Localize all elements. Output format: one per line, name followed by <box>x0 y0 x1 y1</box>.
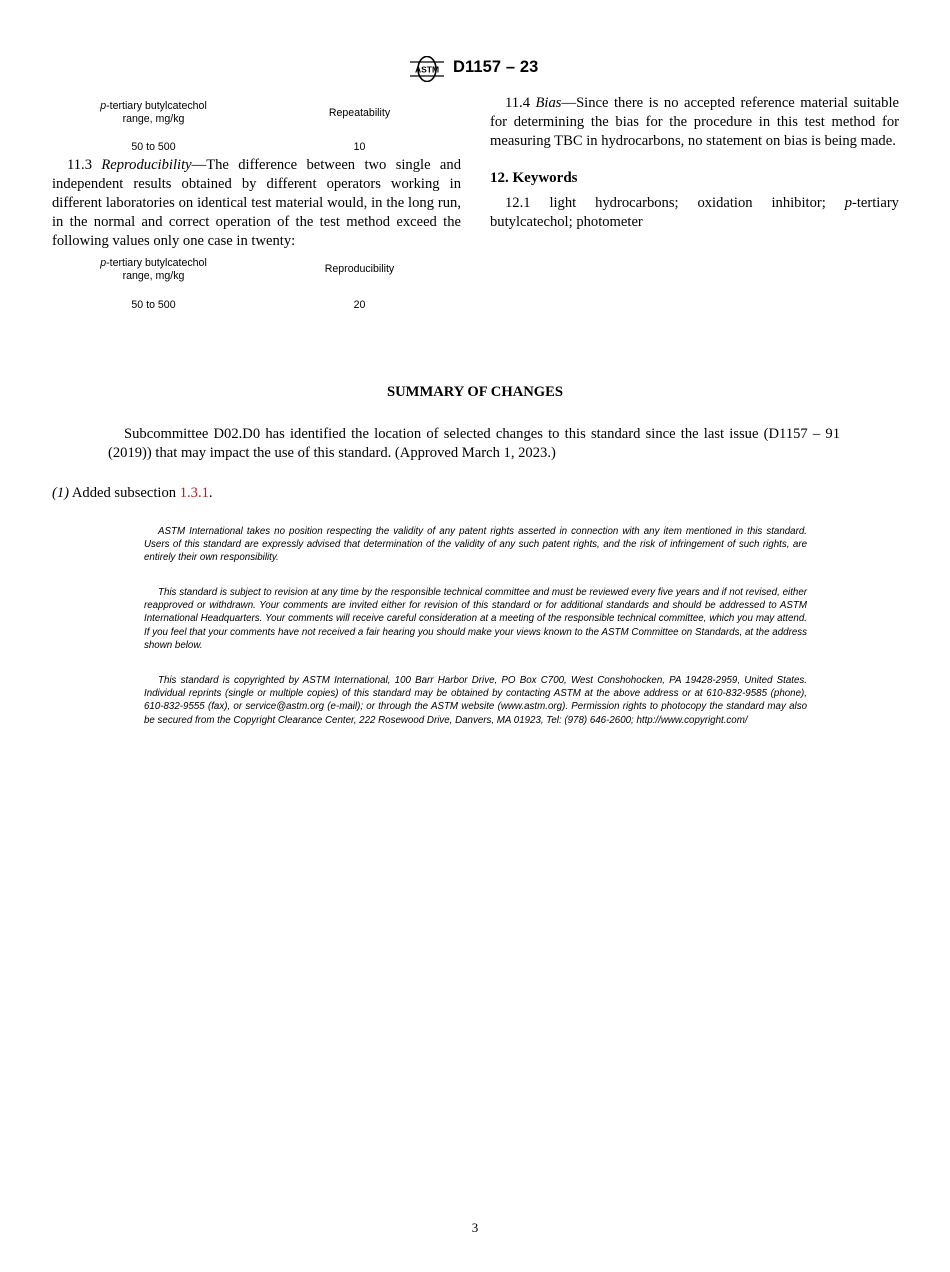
table-header-row <box>52 96 461 138</box>
table-cell-range: 50 to 500 <box>131 299 176 312</box>
repeatability-table <box>52 96 461 154</box>
left-column <box>52 96 461 315</box>
change-marker: (1) <box>52 485 70 501</box>
standard-designation: D1157 – 23 <box>453 58 539 76</box>
section-12-1: 12.1 light hydrocarbons; oxidation inhibitor; p-tertiary butylcatechol; photometer <box>490 195 899 231</box>
table-cell-value: 10 <box>353 141 366 153</box>
svg-text:ASTM: ASTM <box>414 64 440 75</box>
summary-title: SUMMARY OF CHANGES <box>387 384 563 400</box>
copyright-notice: This standard is copyrighted by ASTM International, 100 Barr Harbor Drive, PO Box C700, West Conshohocken, PA 19428-2959, United States. Individual reprints (single or multiple copies) of this standard may be obtained by contacting ASTM at the above address or at 610-832-9585 (phone), 610-832-9555 (fax), or service@astm.org (e-mail); or through the ASTM website (www.astm.org). Permission rights to photocopy the standard may also be secured from the Copyright Clearance Center, 222 Rosewood Drive, Danvers, MA 01923, Tel: (978) 646-2600; http://www.copyright.com/ <box>144 675 807 726</box>
change-list-item: (1) Added subsection 1.3.1. <box>52 485 213 501</box>
summary-body: Subcommittee D02.D0 has identified the location of selected changes to this standard since the last issue (D1157 – 91 (2019)) that may impact the use of this standard. (Approved March 1, 2023.) <box>108 426 840 462</box>
table-cell-range: 50 to 500 <box>131 141 176 153</box>
table-header-range: p-tertiary butylcatechol range, mg/kg <box>100 100 207 125</box>
page-number: 3 <box>471 1220 479 1235</box>
table-row <box>52 299 461 315</box>
section-12-heading: 12. Keywords <box>490 170 578 187</box>
section-11-4: 11.4 Bias—Since there is no accepted reference material suitable for determining the bias for the procedure in this test method for measuring TBC in hydrocarbons, no statement on bias is being made. <box>490 95 899 150</box>
right-column <box>490 94 899 232</box>
table-cell-value: 20 <box>353 299 366 312</box>
table-header-repeatability: Repeatability <box>328 107 391 119</box>
section-11-3: 11.3 Reproducibility—The difference between two single and independent results obtained by different operators working in different laboratories on identical test material would, in the long run, in the normal and correct operation of the test method exceed the following values only one case in twenty: <box>52 157 461 250</box>
patent-notice: ASTM International takes no position respecting the validity of any patent rights asserted in connection with any item mentioned in this standard. Users of this standard are expressly advised that determination of the validity of any such patent rights, and the risk of infringement of such rights, are entirely their own responsibility. <box>144 526 807 564</box>
section-title: Reproducibility <box>101 157 192 173</box>
subsection-link[interactable]: 1.3.1 <box>179 485 209 501</box>
page-header <box>0 56 950 82</box>
table-header-range: p-tertiary butylcatechol range, mg/kg <box>100 257 207 283</box>
reproducibility-table <box>52 257 461 315</box>
table-header-reproducibility: Reproducibility <box>324 263 395 276</box>
section-title: Bias <box>535 95 562 111</box>
table-header-row <box>52 257 461 299</box>
table-row <box>52 138 461 154</box>
astm-logo-icon <box>409 56 445 82</box>
revision-notice: This standard is subject to revision at any time by the responsible technical committee and must be reviewed every five years and if not revised, either reapproved or withdrawn. Your comments are invited either for revision of this standard or for additional standards and should be addressed to ASTM International Headquarters. Your comments will receive careful consideration at a meeting of the responsible technical committee, which you may attend. If you feel that your comments have not received a fair hearing you should make your views known to the ASTM Committee on Standards, at the address shown below. <box>144 587 807 651</box>
